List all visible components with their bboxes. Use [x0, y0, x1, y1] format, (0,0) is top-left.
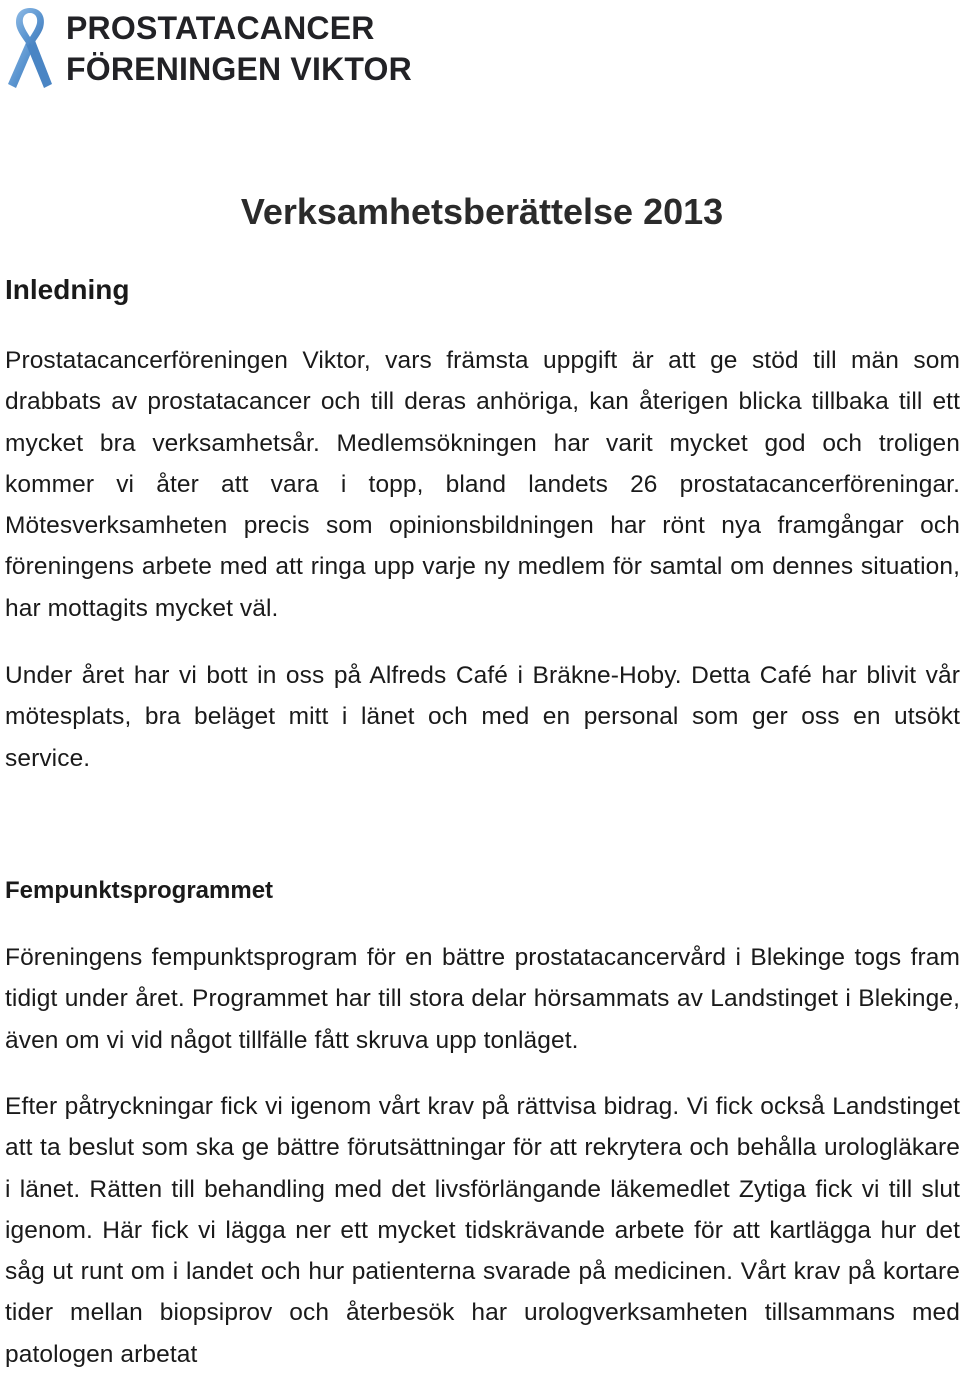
awareness-ribbon-icon — [4, 4, 56, 90]
logo-line-2: FÖRENINGEN VIKTOR — [66, 51, 412, 87]
organization-name — [66, 8, 412, 90]
section-heading-inledning: Inledning — [5, 274, 130, 305]
paragraph: Prostatacancerföreningen Viktor, vars främsta uppgift är att ge stöd till män som drabbats av prostatacancer och till deras anhöriga, kan återigen blicka tillbaka till ett mycket bra verksamhetsår. Medlemsökningen har varit mycket god och troligen kommer vi åter att vara i topp, bland landets 26 prostatacancerföreningar. Mötesverksamheten precis som opinionsbildningen har rönt nya framgångar och föreningens arbete med att ringa upp varje ny medlem för samtal om dennes situation, har mottagits mycket väl. — [5, 347, 960, 622]
paragraph: Under året har vi bott in oss på Alfreds Café i Bräkne-Hoby. Detta Café har blivit vår mötesplats, bra beläget mitt i länet och med en personal som ger oss en utsökt service. — [5, 662, 960, 772]
paragraph: Föreningens fempunktsprogram för en bättre prostatacancervård i Blekinge togs fram tidigt under året. Programmet har till stora delar hörsammats av Landstinget i Blekinge, även om vi vid något tillfälle fått skruva upp tonläget. — [5, 944, 960, 1054]
document-title: Verksamhetsberättelse 2013 — [240, 191, 724, 232]
section-heading-fempunktsprogrammet: Fempunktsprogrammet — [5, 877, 274, 904]
organization-logo — [4, 4, 412, 90]
logo-line-1: PROSTATACANCER — [66, 10, 375, 46]
paragraph: Efter påtryckningar fick vi igenom vårt krav på rättvisa bidrag. Vi fick också Landstinget att ta beslut som ska ge bättre förutsättningar för att rekrytera och behålla urologläkare i länet. Rätten till behandling med det livsförlängande läkemedlet Zytiga fick vi till slut igenom. Här fick vi lägga ner ett mycket tidskrävande arbete för att kartlägga hur det såg ut runt om i landet och hur patienterna svarade på medicinen. Vårt krav på kortare tider mellan biopsiprov och återbesök har urologverksamheten tillsammans med patologen arbetat — [5, 1093, 960, 1368]
